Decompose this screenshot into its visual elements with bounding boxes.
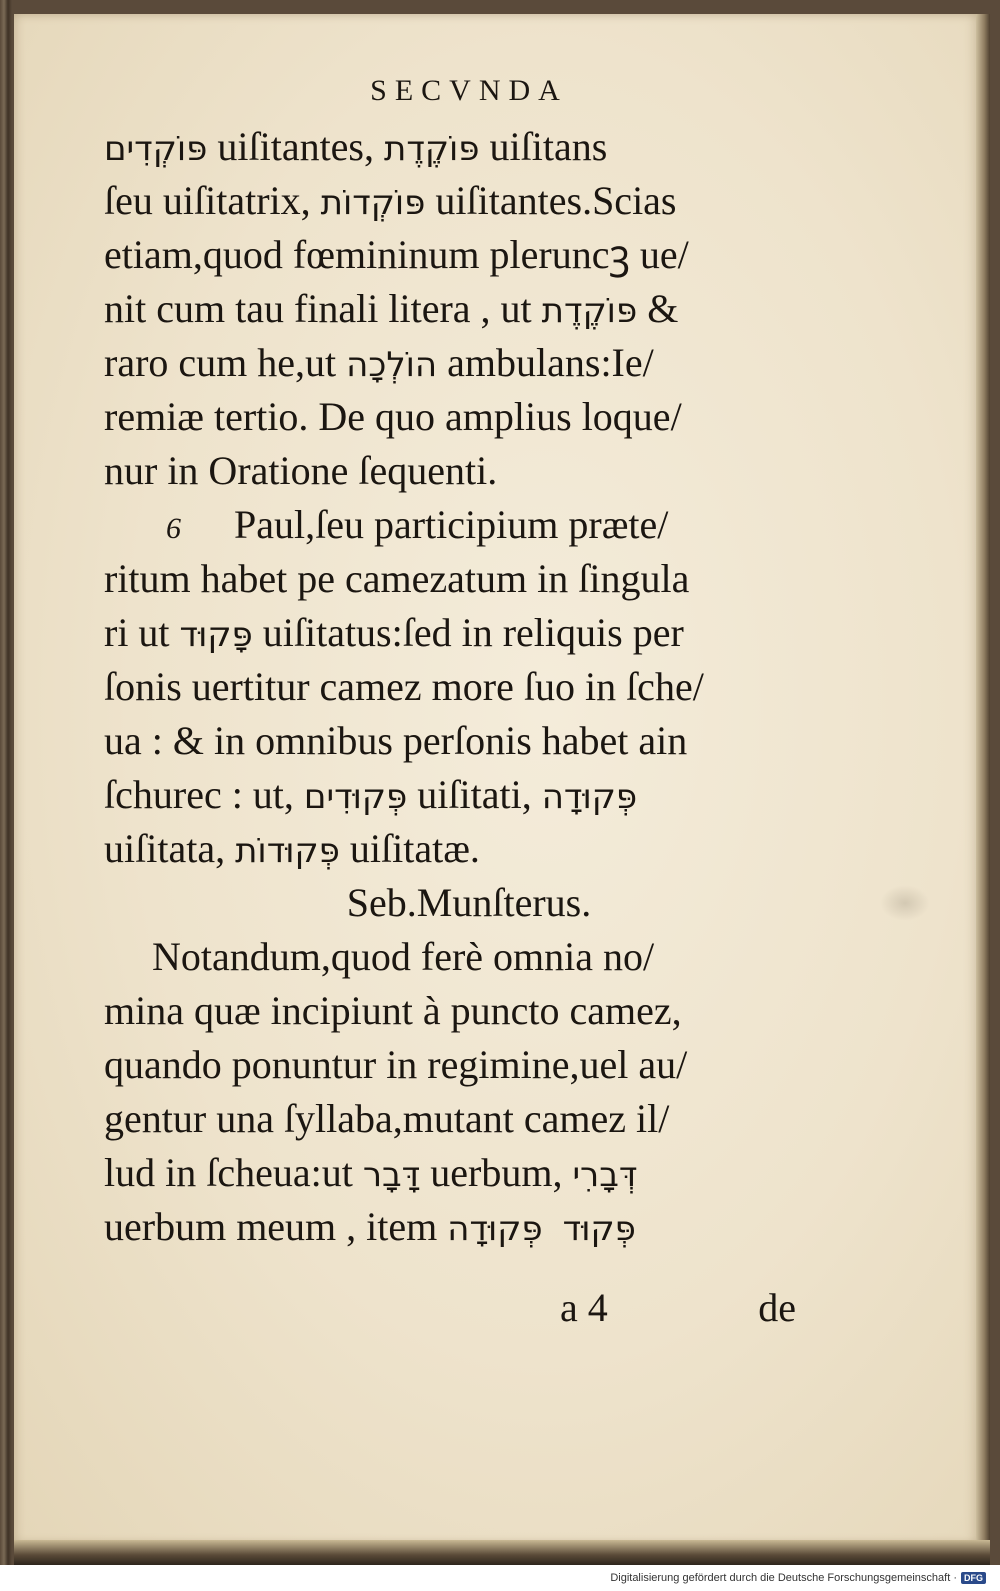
latin-text: ri ut (104, 610, 180, 655)
text-line: mina quæ incipiunt à puncto camez, (104, 988, 682, 1033)
latin-text: ſchurec : ut, (104, 772, 304, 817)
footer-credit: Digitalisierung gefördert durch die Deutsche Forschungsgemeinschaft · (610, 1572, 957, 1584)
dfg-logo: DFG (961, 1572, 986, 1584)
text-line: ſonis uertitur camez more ſuo in ſche/ (104, 664, 704, 709)
paragraph-block-1 (104, 120, 794, 498)
text-line (104, 768, 794, 822)
latin-text: ambulans:Ie/ (437, 340, 654, 385)
latin-text: uiſitans (479, 124, 608, 169)
text-line (104, 120, 794, 174)
text-line: gentur una ſyllaba,mutant camez il/ (104, 1096, 670, 1141)
text-block (104, 68, 794, 1254)
latin-text: uerbum, (420, 1150, 573, 1195)
hebrew-word: פְּקוּדָה (541, 777, 638, 817)
latin-text: nit cum tau finali litera , ut (104, 286, 542, 331)
text-line: remiæ tertio. De quo amplius loque/ (104, 394, 682, 439)
digitization-footer (0, 1565, 1000, 1591)
latin-text: raro cum he,ut (104, 340, 347, 385)
latin-text: uiſitatus:ſed in reliquis per (252, 610, 684, 655)
hebrew-word: הוֹלְכָה (346, 345, 438, 385)
text-line (104, 1200, 794, 1254)
text-line (104, 822, 794, 876)
text-line: nur in Oratione ſequenti. (104, 448, 498, 493)
latin-text: uiſitantes.Scias (425, 178, 677, 223)
text-line (104, 1146, 794, 1200)
text-line: quando ponuntur in regimine,uel au/ (104, 1042, 688, 1087)
hebrew-word: פְּקוּד (562, 1209, 636, 1249)
hebrew-word: פּוֹקֶדֶת (541, 291, 638, 331)
signature-line (560, 1284, 796, 1331)
latin-text: uiſitatæ. (339, 826, 480, 871)
hebrew-word: פְּקוּדִים (303, 777, 408, 817)
latin-text: & (637, 286, 679, 331)
hebrew-word: פָּקוּד (179, 615, 253, 655)
text-line (104, 336, 794, 390)
text-line: ritum habet pe camezatum in ſingula (104, 556, 690, 601)
latin-text (543, 1204, 563, 1249)
page-edge-bottom (14, 1540, 990, 1565)
hebrew-word: פּוֹקְדִים (104, 129, 208, 169)
hebrew-word: פְּקוּדָה (447, 1209, 543, 1249)
signature-mark: a 4 (560, 1285, 608, 1330)
text-line (104, 282, 794, 336)
page-edge-right (976, 14, 990, 1544)
hebrew-word: פּוֹקֶדֶת (384, 129, 480, 169)
text-line: Notandum,quod ferè omnia no/ (152, 934, 655, 979)
hebrew-word: פְּקוּדוֹת (235, 831, 340, 871)
latin-text: lud in ſcheua:ut (104, 1150, 363, 1195)
running-head: SECVNDA (370, 74, 568, 107)
hebrew-word: פּוֹקְדוֹת (320, 183, 426, 223)
latin-text: uiſitantes, (207, 124, 384, 169)
latin-text: ſeu uiſitatrix, (104, 178, 321, 223)
text-line (104, 606, 794, 660)
hebrew-word: דְּבָרִי (572, 1155, 638, 1195)
paragraph-block-3 (104, 930, 794, 1254)
catchword: de (758, 1285, 796, 1330)
latin-text: uerbum meum , item (104, 1204, 448, 1249)
text-line (104, 174, 794, 228)
text-line: ua : & in omnibus perſonis habet ain (104, 718, 688, 763)
text-line: etiam,quod fœmininum pleruncꝫ ue/ (104, 232, 689, 277)
section-6-text: Paul,ſeu participium præte/ (234, 502, 669, 547)
latin-text: uiſitata, (104, 826, 236, 871)
section-6-first-line (104, 498, 794, 552)
hebrew-word: דָּבָר (362, 1155, 421, 1195)
ink-smudge (880, 885, 930, 921)
section-number: 6 (166, 512, 181, 545)
paragraph-block-2 (104, 552, 794, 876)
author-line: Seb.Munſterus. (346, 880, 592, 925)
latin-text: uiſitati, (407, 772, 542, 817)
